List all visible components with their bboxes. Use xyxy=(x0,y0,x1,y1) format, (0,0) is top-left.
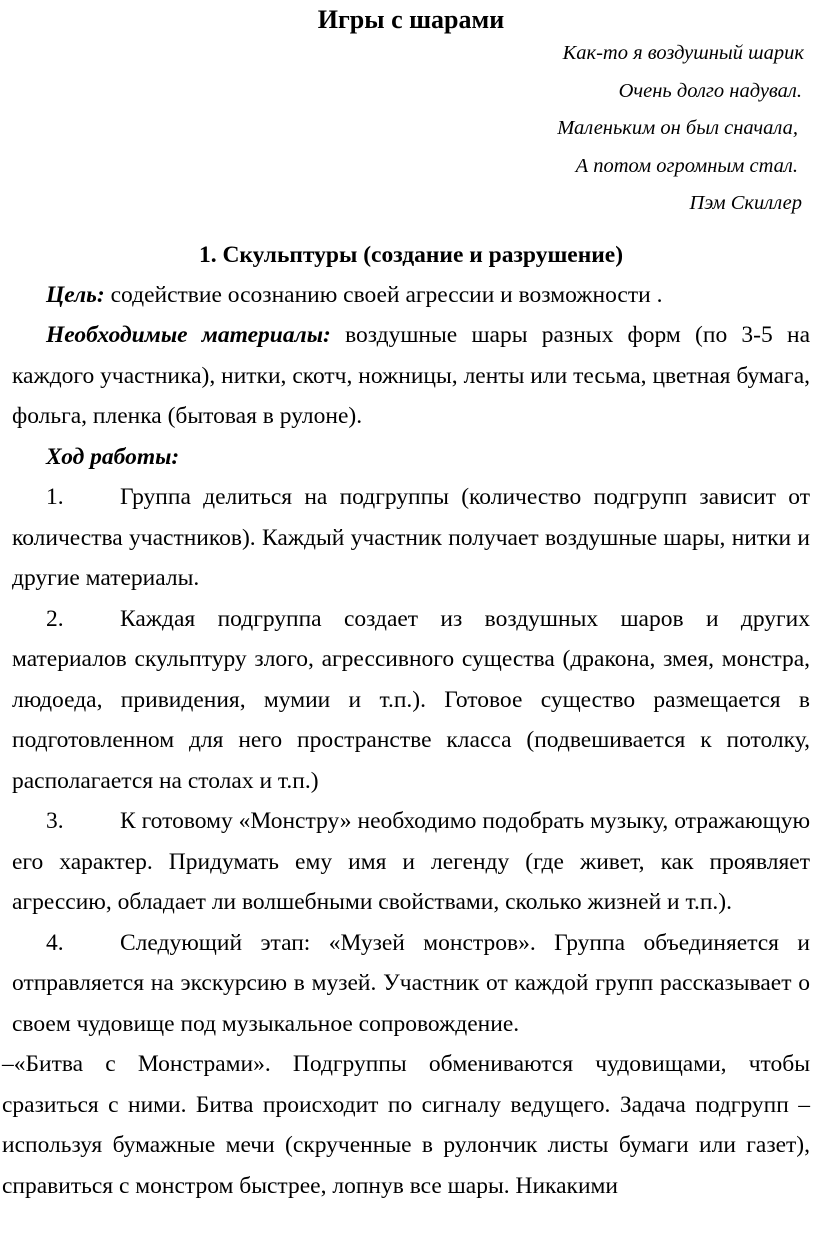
poem-line: А потом огромным стал. xyxy=(575,154,798,177)
step-item xyxy=(12,801,810,923)
step-item xyxy=(12,923,810,1045)
final-paragraph: –«Битва с Монстрами». Подгруппы обмениваются чудовищами, чтобы сразиться с ними. Битва происходит по сигналу ведущего. Задача подгрупп – используя бумажные мечи (скрученные в рулончик листы бумаги или газет), справиться с монстром быстрее, лопнув все шары. Никакими xyxy=(2,1051,810,1199)
poem-line: Как-то я воздушный шарик xyxy=(562,42,804,64)
materials-text: воздушные шары разных форм (по 3-5 на каждого участника), нитки, скотч, ножницы, ленты или тесьма, цветная бумага, фольга, пленка (бытовая в рулоне). xyxy=(12,322,810,429)
section-title: 1. Скульптуры (создание и разрушение) xyxy=(198,241,624,268)
materials-paragraph xyxy=(12,315,810,437)
goal-label: Цель: xyxy=(46,281,105,308)
page-title: Игры с шарами xyxy=(317,5,505,34)
step-item xyxy=(12,599,810,802)
poem-author: Пэм Скиллер xyxy=(689,192,802,214)
procedure-label: Ход работы: xyxy=(46,443,180,470)
step-text: К готовому «Монстру» необходимо подобрать музыку, отражающую его характер. Придумать ему имя и легенду (где живет, как проявляет агрессию, обладает ли волшебными свойствами, сколько жизней и т.п.). xyxy=(12,808,810,915)
procedure-heading xyxy=(12,437,810,478)
step-text: Группа делиться на подгруппы (количество подгрупп зависит от количества участников). Каждый участник получает воздушные шары, нитки и другие материалы. xyxy=(12,484,810,591)
step-item xyxy=(12,477,810,599)
step-text: Каждая подгруппа создает из воздушных шаров и других материалов скульптуру злого, агрессивного существа (дракона, змея, монстра, людоеда, привидения, мумии и т.п.). Готовое существо размещается в подготовленном для него пространстве класса (подвешивается к потолку, располагается на столах и т.п.) xyxy=(12,605,810,794)
epigraph-poem xyxy=(12,38,810,226)
step-number: 2. xyxy=(46,605,64,632)
goal-paragraph xyxy=(12,275,810,316)
step-number: 3. xyxy=(46,808,64,834)
step-number: 4. xyxy=(46,929,64,956)
materials-label: Необходимые материалы: xyxy=(46,322,331,348)
poem-line: Очень долго надувал. xyxy=(618,79,802,102)
step-text: Следующий этап: «Музей монстров». Группа объединяется и отправляется на экскурсию в музей. Участник от каждой групп рассказывает о своем чудовище под музыкальное сопровождение. xyxy=(12,929,810,1037)
step-number: 1. xyxy=(46,484,64,510)
poem-line: Маленьким он был сначала, xyxy=(557,117,798,139)
goal-text: содействие осознанию своей агрессии и возможности . xyxy=(104,281,663,308)
